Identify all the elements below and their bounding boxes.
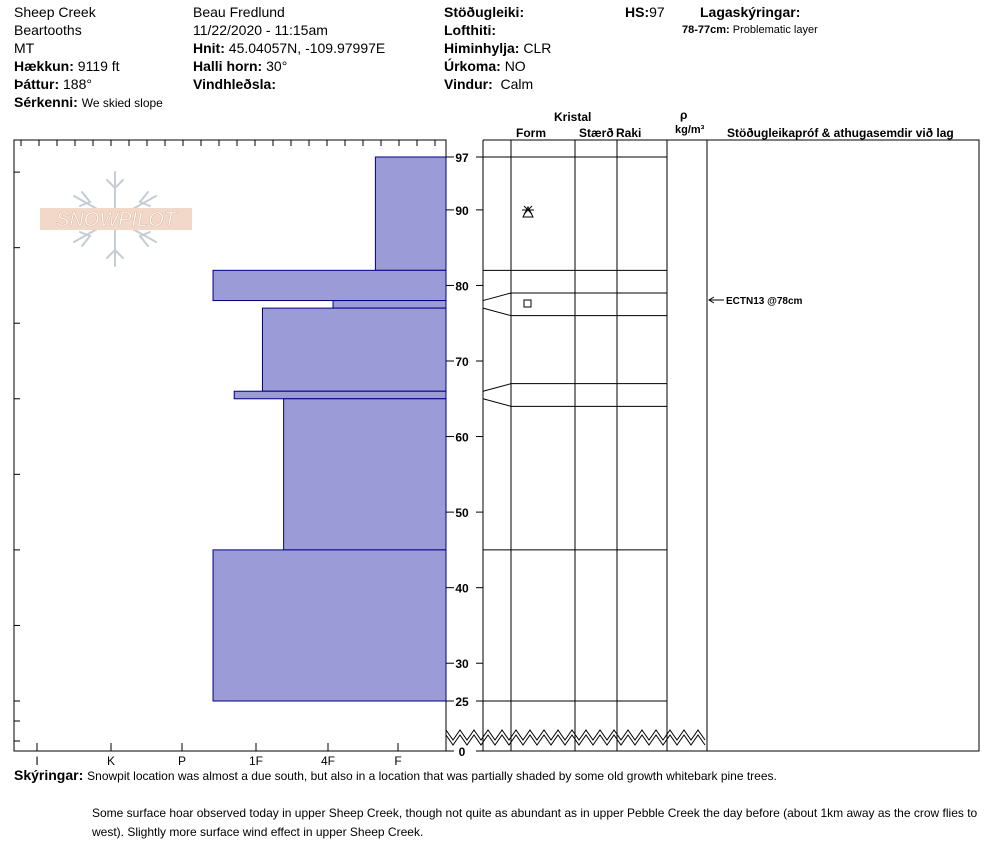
test-label: ECTN13 @78cm [726, 296, 803, 307]
depth-tick-label: 80 [455, 279, 469, 294]
hardness-bar [213, 550, 446, 701]
feature-label: Sérkenni: [14, 94, 78, 110]
coords-label: Hnit: [193, 40, 225, 56]
observer-name: Beau Fredlund [193, 4, 285, 20]
hardness-bar [375, 157, 446, 270]
tests-frame [707, 140, 979, 751]
size-header: Stærð [579, 126, 614, 140]
observation-datetime: 11/22/2020 - 11:15am [193, 22, 328, 38]
wind-value: Calm [500, 76, 534, 92]
wind-loading-label: Vindhleðsla: [193, 76, 276, 92]
depth-tick-label: 90 [455, 203, 469, 218]
depth-tick-label: 25 [455, 695, 469, 709]
precip-label: Úrkoma: [444, 58, 501, 74]
logo-text: SNOWPILOT [55, 209, 177, 231]
stability-label: Stöðugleiki: [444, 4, 525, 20]
depth-tick-label: 97 [455, 151, 469, 165]
aspect-label: Þáttur: [14, 76, 60, 92]
hardness-tick-label: P [177, 754, 187, 768]
aspect-value: 188° [63, 76, 92, 92]
hardness-bar [262, 308, 446, 391]
hardness-tick-label: I [35, 754, 39, 768]
stability-test-marker [709, 296, 803, 307]
hardness-tick-label: F [394, 754, 402, 768]
hardness-tick-label: 1F [248, 754, 264, 768]
wind-label: Vindur: [444, 76, 493, 92]
layer-note-range: 78-77cm: [682, 24, 730, 36]
faceted-square-icon [524, 300, 531, 307]
sky-label: Himinhylja: [444, 40, 520, 56]
depth-tick-label: 30 [455, 657, 469, 672]
slope-value: 30° [266, 58, 288, 74]
hardness-bar [333, 301, 446, 309]
hardness-bars [213, 157, 446, 701]
kristal-header: Kristal [554, 110, 592, 124]
depth-tick-label: 40 [455, 581, 469, 596]
notes-label: Skýringar: [14, 767, 84, 783]
location-name: Sheep Creek [14, 4, 96, 20]
hs-label: HS: [625, 4, 650, 20]
layer-note-text: Problematic layer [732, 24, 818, 36]
hardness-bar [213, 270, 446, 300]
notes-line-2a: Some surface hoar observed today in upper Sheep Creek, though not quite as abundant as in upper Pebble Creek the day before (about 1km away as the crow flies to [92, 806, 978, 820]
depth-tick-label: 50 [455, 506, 469, 521]
feature-value: We skied slope [81, 96, 163, 110]
rho-header: ρ [680, 108, 688, 122]
notes-row [14, 767, 777, 783]
elevation-value: 9119 ft [77, 58, 120, 74]
mountain-range: Beartooths [14, 22, 82, 38]
hardness-bar [234, 391, 446, 399]
notes-line-2b: west). Slightly more surface wind effect in upper Sheep Creek. [92, 825, 424, 839]
tests-header: Stöðugleikapróf & athugasemdir við lag [727, 126, 954, 140]
layers-legend-label: Lagaskýringar: [700, 4, 801, 20]
state: MT [14, 40, 35, 56]
air-temp-label: Lofthiti: [444, 22, 497, 38]
moisture-header: Raki [616, 126, 642, 140]
slope-label: Halli horn: [193, 58, 263, 74]
elevation-label: Hækkun: [14, 58, 74, 74]
depth-tick-label: 60 [455, 430, 469, 445]
depth-tick-label: 0 [458, 745, 466, 759]
form-header: Form [516, 126, 546, 140]
sky-value: CLR [523, 40, 552, 56]
surface-hoar-icon [522, 206, 534, 217]
coords-value: 45.04057N, -109.97997E [228, 40, 386, 56]
hardness-tick-label: 4F [320, 754, 336, 768]
notes-line-1: Snowpit location was almost a due south, but also in a location that was partially shaded by some old growth whitebark pine trees. [87, 769, 777, 783]
hs-value: 97 [649, 4, 665, 20]
precip-value: NO [504, 58, 526, 74]
hardness-bar [284, 399, 446, 550]
density-unit-header: kg/m³ [675, 124, 705, 136]
hardness-tick-label: K [106, 754, 116, 768]
depth-tick-label: 70 [455, 355, 469, 369]
